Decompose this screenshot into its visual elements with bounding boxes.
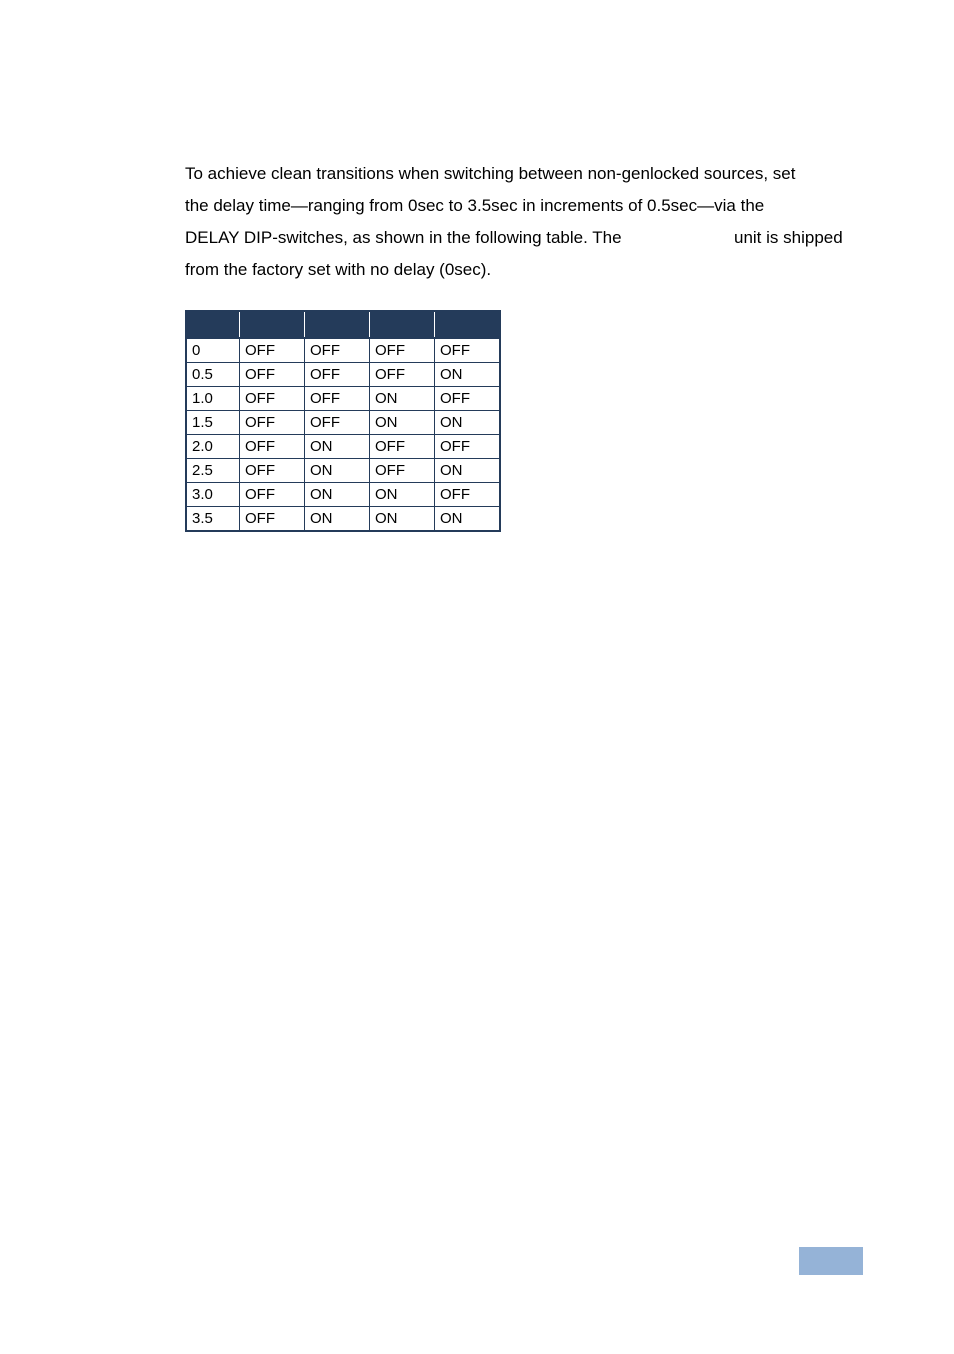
intro-line-3-right: unit is shipped	[734, 228, 843, 247]
switch-cell: OFF	[435, 387, 501, 411]
switch-cell: OFF	[240, 387, 305, 411]
switch-cell: ON	[435, 411, 501, 435]
table-row	[186, 507, 500, 532]
switch-cell: OFF	[240, 507, 305, 532]
table-row	[186, 459, 500, 483]
switch-cell: OFF	[240, 459, 305, 483]
switch-cell: OFF	[370, 459, 435, 483]
switch-cell: ON	[370, 411, 435, 435]
switch-cell: OFF	[240, 363, 305, 387]
switch-cell: OFF	[240, 338, 305, 363]
header-cell	[435, 311, 501, 338]
delay-cell: 1.5	[186, 411, 240, 435]
table-row	[186, 411, 500, 435]
switch-cell: ON	[370, 483, 435, 507]
switch-cell: OFF	[240, 411, 305, 435]
switch-cell: OFF	[435, 338, 501, 363]
intro-line-4: from the factory set with no delay (0sec).	[185, 260, 492, 279]
switch-cell: ON	[370, 507, 435, 532]
delay-dip-switch-table	[185, 310, 501, 532]
table-row	[186, 363, 500, 387]
delay-cell: 3.5	[186, 507, 240, 532]
delay-cell: 1.0	[186, 387, 240, 411]
switch-cell: OFF	[305, 338, 370, 363]
intro-line-3	[185, 222, 855, 254]
delay-cell: 3.0	[186, 483, 240, 507]
switch-cell: OFF	[305, 411, 370, 435]
intro-line-3-left: DELAY DIP-switches, as shown in the following table. The	[185, 228, 622, 247]
intro-line-1: To achieve clean transitions when switching between non-genlocked sources, set	[185, 164, 796, 183]
switch-cell: ON	[435, 507, 501, 532]
delay-cell: 0	[186, 338, 240, 363]
table-row	[186, 338, 500, 363]
page-number-tab	[799, 1247, 863, 1275]
switch-cell: OFF	[435, 435, 501, 459]
table-row	[186, 435, 500, 459]
switch-cell: OFF	[370, 363, 435, 387]
table-header-row	[186, 311, 500, 338]
switch-cell: ON	[305, 483, 370, 507]
switch-cell: OFF	[240, 435, 305, 459]
switch-cell: OFF	[305, 387, 370, 411]
header-cell	[370, 311, 435, 338]
switch-cell: OFF	[370, 338, 435, 363]
header-cell	[240, 311, 305, 338]
switch-cell: ON	[435, 363, 501, 387]
switch-cell: ON	[305, 507, 370, 532]
delay-cell: 2.5	[186, 459, 240, 483]
switch-cell: ON	[370, 387, 435, 411]
switch-cell: OFF	[240, 483, 305, 507]
switch-cell: ON	[305, 435, 370, 459]
table-row	[186, 387, 500, 411]
switch-cell: OFF	[370, 435, 435, 459]
delay-cell: 0.5	[186, 363, 240, 387]
delay-cell: 2.0	[186, 435, 240, 459]
switch-cell: ON	[305, 459, 370, 483]
intro-line-2: the delay time—ranging from 0sec to 3.5sec in increments of 0.5sec—via the	[185, 196, 765, 215]
header-cell	[186, 311, 240, 338]
switch-cell: OFF	[305, 363, 370, 387]
intro-paragraph	[185, 158, 855, 286]
switch-cell: ON	[435, 459, 501, 483]
table-row	[186, 483, 500, 507]
header-cell	[305, 311, 370, 338]
switch-cell: OFF	[435, 483, 501, 507]
